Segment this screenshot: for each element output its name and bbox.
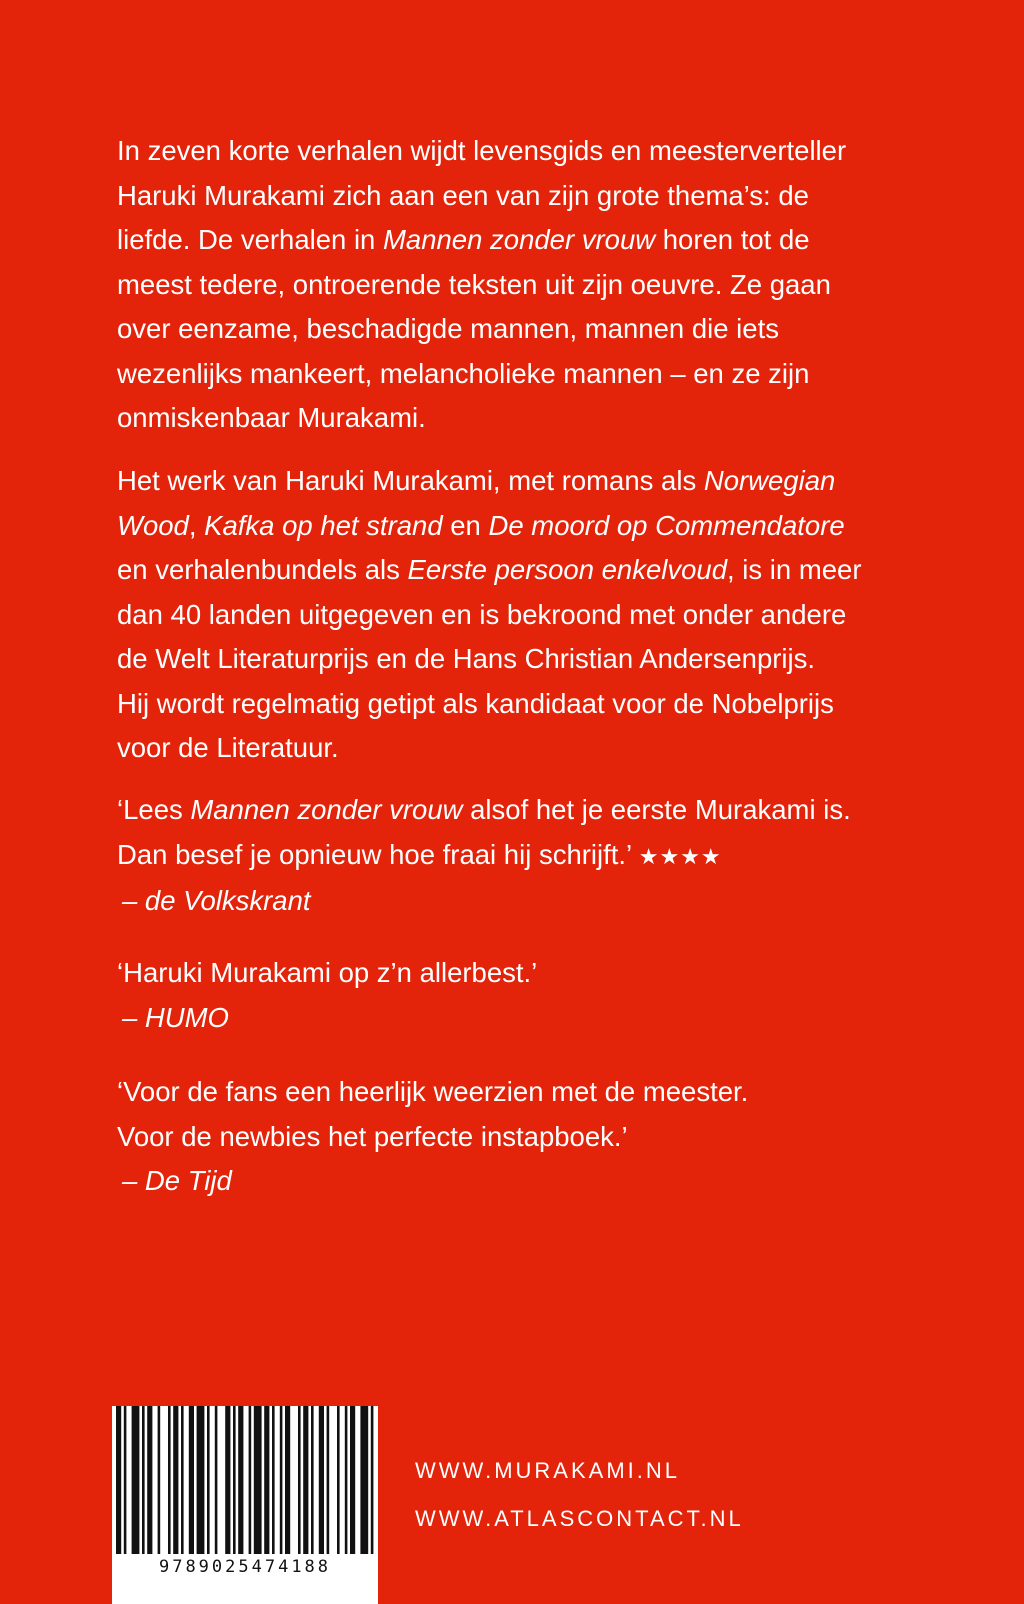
book-title: Wood	[117, 509, 189, 541]
barcode-bar	[298, 1406, 301, 1554]
blurb-line: wezenlijks mankeert, melancholieke mannen – en ze zijn	[117, 357, 810, 389]
quote-line: Voor de newbies het perfecte instapboek.’	[117, 1120, 628, 1152]
blurb-text: horen tot de	[655, 224, 810, 255]
barcode-bar	[132, 1406, 140, 1554]
bio-line	[117, 504, 997, 549]
barcode-bar	[238, 1406, 243, 1554]
blurb-line: Haruki Murakami zich aan een van zijn grote thema’s: de	[117, 179, 809, 211]
book-title: Eerste persoon enkelvoud	[407, 554, 727, 585]
barcode-bar	[272, 1406, 275, 1554]
barcode-bar	[181, 1406, 184, 1554]
barcode-bar	[337, 1406, 340, 1554]
bio-line	[117, 548, 997, 593]
bio-line: de Welt Literaturprijs en de Hans Christian Andersenprijs.	[117, 643, 816, 674]
quote-line	[117, 833, 997, 880]
blurb-text: liefde. De verhalen in	[117, 224, 383, 255]
barcode-bar	[142, 1406, 145, 1554]
quote-source: – HUMO	[122, 1001, 229, 1033]
blurb-paragraph	[117, 129, 997, 441]
barcode-bars	[112, 1406, 378, 1556]
book-title: De moord op Commendatore	[488, 509, 845, 541]
barcode-bar	[371, 1406, 374, 1554]
book-title: Mannen zonder vrouw	[383, 224, 656, 255]
bio-text: Het werk van Haruki Murakami, met romans als	[117, 465, 704, 496]
barcode-bar	[350, 1406, 355, 1554]
barcode-bar	[345, 1406, 348, 1554]
barcode-bar	[327, 1406, 330, 1554]
murakami-website-link[interactable]: WWW.MURAKAMI.NL	[415, 1458, 680, 1483]
barcode-bar	[116, 1406, 121, 1554]
blurb-line: over eenzame, beschadigde mannen, mannen die iets	[117, 313, 779, 344]
review-quote-de-tijd	[117, 1070, 997, 1204]
isbn-number: 9789025474188	[158, 1557, 332, 1577]
quote-line	[117, 788, 997, 833]
review-quote-volkskrant	[117, 788, 997, 924]
book-title: Norwegian	[703, 465, 836, 496]
quote-text: Dan besef je opnieuw hoe fraai hij schrijft.’	[117, 838, 639, 870]
bio-line	[117, 459, 997, 504]
barcode-bar	[254, 1406, 262, 1554]
book-title: Mannen zonder vrouw	[190, 794, 463, 825]
quote-line: ‘Haruki Murakami op z’n allerbest.’	[117, 957, 538, 988]
barcode-bar	[280, 1406, 283, 1554]
barcode-bar	[168, 1406, 171, 1554]
blurb-line: onmiskenbaar Murakami.	[117, 402, 426, 433]
author-bio-paragraph	[117, 459, 997, 771]
blurb-line	[117, 218, 997, 263]
barcode-bar	[249, 1406, 252, 1554]
barcode-bar	[319, 1406, 324, 1554]
website-links	[415, 1447, 744, 1543]
quote-line: ‘Voor de fans een heerlijk weerzien met de meester.	[117, 1076, 749, 1107]
barcode-bar	[207, 1406, 210, 1554]
barcode-bar	[360, 1406, 368, 1554]
bio-text: , is in meer	[727, 554, 862, 585]
barcode-bar	[225, 1406, 230, 1554]
barcode-bar	[173, 1406, 178, 1554]
bio-line: Hij wordt regelmatig getipt als kandidaat voor de Nobelprijs	[117, 687, 834, 719]
barcode-bar	[303, 1406, 308, 1554]
barcode-bar	[215, 1406, 218, 1554]
barcode-bar	[264, 1406, 269, 1554]
blurb-line: In zeven korte verhalen wijdt levensgids en meesterverteller	[117, 135, 847, 166]
barcode-bar	[124, 1406, 127, 1554]
quote-source: – de Volkskrant	[122, 885, 311, 916]
rating-stars: ★★★★	[638, 843, 722, 869]
blurb-line: meest tedere, ontroerende teksten uit zijn oeuvre. Ze gaan	[117, 268, 831, 300]
barcode-bar	[147, 1406, 152, 1554]
barcode-bar	[285, 1406, 290, 1554]
bio-line: dan 40 landen uitgegeven en is bekroond met onder andere	[117, 598, 847, 630]
bio-text: en verhalenbundels als	[117, 554, 408, 585]
isbn-barcode	[112, 1406, 378, 1604]
quote-source: – De Tijd	[122, 1165, 232, 1196]
review-quote-humo	[117, 951, 997, 1040]
quote-text: alsof het je eerste Murakami is.	[462, 794, 851, 825]
atlascontact-website-link[interactable]: WWW.ATLASCONTACT.NL	[415, 1506, 744, 1531]
barcode-bar	[189, 1406, 194, 1554]
bio-text: en	[442, 509, 489, 541]
barcode-bar	[311, 1406, 314, 1554]
barcode-bar	[197, 1406, 205, 1554]
book-title: Kafka op het strand	[204, 509, 443, 541]
barcode-bar	[233, 1406, 236, 1554]
bio-line: voor de Literatuur.	[117, 732, 339, 763]
barcode-bar	[158, 1406, 161, 1554]
quote-text: ‘Lees	[117, 794, 191, 825]
bio-text: ,	[188, 509, 205, 541]
